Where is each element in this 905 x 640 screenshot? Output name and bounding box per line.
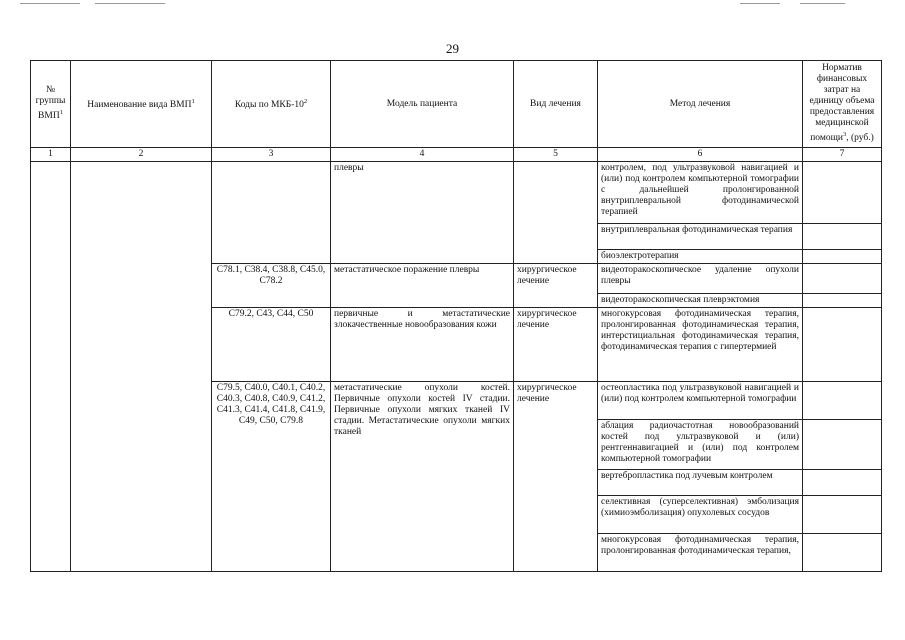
patient-model-cell: метастатические опухоли костей. Первичные опухоли костей IV стадии. Первичные опухоли мягких тканей IV стадии. Метастатические опухоли мягких тканей	[331, 382, 514, 572]
table-row	[31, 162, 882, 224]
treatment-method-cell: контролем, под ультразвуковой навигацией и (или) под контролем компьютерной томографии с дальнейшей пролонгированной внутриплевральной фотодинамической терапией	[598, 162, 803, 224]
column-number: 6	[598, 148, 803, 162]
vmp-table	[30, 60, 882, 572]
patient-model-cell: плевры	[331, 162, 514, 264]
header-treatment-type: Вид лечения	[514, 61, 598, 148]
cost-cell	[803, 294, 882, 308]
header-cost-norm: Норматив финансовых затрат на единицу объема предоставления медицинской помощи$^3$, (руб.)	[803, 61, 882, 148]
column-number: 5	[514, 148, 598, 162]
column-number-row	[31, 148, 882, 162]
cost-cell	[803, 264, 882, 294]
column-number: 2	[71, 148, 212, 162]
patient-model-cell: метастатическое поражение плевры	[331, 264, 514, 308]
treatment-method-cell: аблация радиочастотная новообразований костей под ультразвуковой и (или) рентгеннавигацией и (или) под контролем компьютерной томографии	[598, 420, 803, 470]
treatment-method-cell: многокурсовая фотодинамическая терапия, пролонгированная фотодинамическая терапия, интерстициальная фотодинамическая терапия, фотодинамическая терапия с гипертермией	[598, 308, 803, 382]
scan-artifact-line	[20, 3, 80, 4]
treatment-method-cell: селективная (суперселективная) эмболизация (химиоэмболизация) опухолевых сосудов	[598, 496, 803, 534]
cost-cell	[803, 420, 882, 470]
treatment-method-cell: видеоторакоскопическая плеврэктомия	[598, 294, 803, 308]
header-patient-model: Модель пациента	[331, 61, 514, 148]
treatment-method-cell: внутриплевральная фотодинамическая терапия	[598, 224, 803, 250]
vmp-name-cell	[71, 162, 212, 572]
cost-cell	[803, 250, 882, 264]
icd-codes-cell: C78.1, C38.4, C38.8, C45.0, C78.2	[212, 264, 331, 308]
header-vmp-name: Наименование вида ВМП$^1$	[71, 61, 212, 148]
cost-cell	[803, 534, 882, 572]
treatment-method-cell: остеопластика под ультразвуковой навигацией и (или) под контролем компьютерной томографии	[598, 382, 803, 420]
icd-codes-cell: C79.2, C43, C44, C50	[212, 308, 331, 382]
group-number-cell	[31, 162, 71, 572]
column-number: 1	[31, 148, 71, 162]
treatment-method-cell: видеоторакоскопическое удаление опухоли плевры	[598, 264, 803, 294]
icd-codes-cell: C79.5, C40.0, C40.1, C40.2, C40.3, C40.8, C40.9, C41.2, C41.3, C41.4, C41.8, C41.9, C49, C50, C79.8	[212, 382, 331, 572]
column-number: 4	[331, 148, 514, 162]
cost-cell	[803, 470, 882, 496]
treatment-type-cell: хирургическое лечение	[514, 382, 598, 572]
cost-cell	[803, 496, 882, 534]
scan-artifact-line	[800, 3, 845, 4]
column-number: 3	[212, 148, 331, 162]
cost-cell	[803, 308, 882, 382]
header-treatment-method: Метод лечения	[598, 61, 803, 148]
treatment-type-cell: хирургическое лечение	[514, 264, 598, 308]
scan-artifact-line	[95, 3, 165, 4]
header-icd-codes: Коды по МКБ-$10^2$	[212, 61, 331, 148]
treatment-method-cell: вертебропластика под лучевым контролем	[598, 470, 803, 496]
treatment-type-cell	[514, 162, 598, 264]
cost-cell	[803, 224, 882, 250]
cost-cell	[803, 162, 882, 224]
page-number: 29	[446, 41, 459, 56]
scan-artifact-line	[740, 3, 780, 4]
cost-cell	[803, 382, 882, 420]
header-group-number: № группы ВМП$^1$	[31, 61, 71, 148]
column-number: 7	[803, 148, 882, 162]
treatment-method-cell: многокурсовая фотодинамическая терапия, пролонгированная фотодинамическая терапия,	[598, 534, 803, 572]
treatment-method-cell: биоэлектротерапия	[598, 250, 803, 264]
header-row	[31, 61, 882, 148]
icd-codes-cell	[212, 162, 331, 264]
patient-model-cell: первичные и метастатические злокачественные новообразования кожи	[331, 308, 514, 382]
treatment-type-cell: хирургическое лечение	[514, 308, 598, 382]
